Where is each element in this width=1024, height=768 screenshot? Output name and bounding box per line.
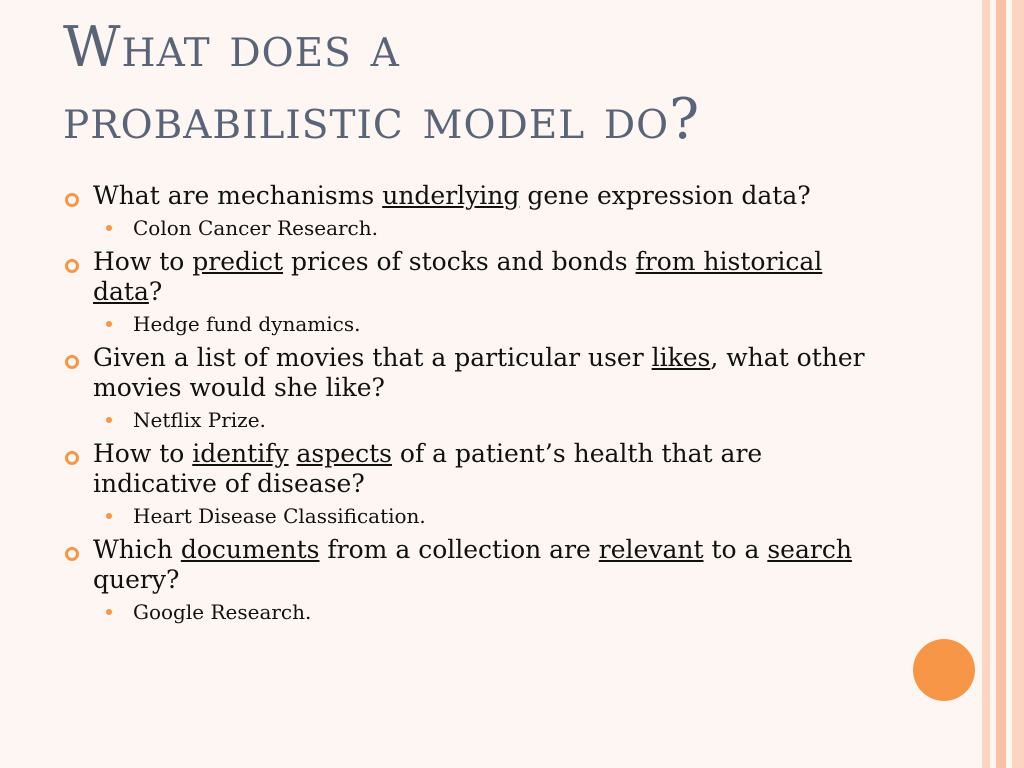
underlined-term: likes: [651, 343, 711, 372]
bullet-ring-icon: [65, 193, 79, 207]
sub-bullet-dot-icon: [106, 609, 112, 615]
underlined-term: relevant: [598, 535, 704, 564]
list-item: [60, 439, 880, 529]
bullet-list: [60, 181, 880, 631]
sub-bullet: [60, 503, 880, 529]
stripe-1: [982, 0, 990, 768]
list-item: [60, 343, 880, 433]
bullet-ring-icon: [65, 355, 79, 369]
decorative-stripes: [978, 0, 1024, 768]
sub-bullet: [60, 215, 880, 241]
title-line-2: probabilistic model do?: [63, 87, 701, 152]
text-run: of a patient’s health that are indicative of disease?: [93, 439, 763, 498]
bullet-text: [93, 343, 880, 403]
sub-bullet-text: Hedge fund dynamics.: [133, 312, 361, 336]
bullet-ring-icon: [65, 547, 79, 561]
bullet-ring-icon: [65, 259, 79, 273]
bullet-ring-icon: [65, 451, 79, 465]
sub-bullet-text: Heart Disease Classification.: [133, 504, 426, 528]
sub-bullet: [60, 311, 880, 337]
text-run: query?: [93, 565, 180, 594]
text-run: to a: [703, 535, 768, 564]
text-run: How to: [93, 247, 193, 276]
list-item: [60, 181, 880, 241]
underlined-term: search: [767, 535, 852, 564]
text-run: How to: [93, 439, 193, 468]
sub-bullet-text: Colon Cancer Research.: [133, 216, 378, 240]
title-line-1: What does a: [63, 15, 400, 80]
list-item: [60, 247, 880, 337]
stripe-3: [1012, 0, 1024, 768]
text-run: prices of stocks and bonds: [283, 247, 636, 276]
sub-bullet: [60, 407, 880, 433]
text-run: Given a list of movies that a particular user: [93, 343, 652, 372]
list-item: [60, 535, 880, 625]
underlined-term: from historical data: [93, 247, 823, 306]
decorative-orange-circle: [913, 639, 975, 701]
sub-bullet-dot-icon: [106, 225, 112, 231]
stripe-2: [996, 0, 1006, 768]
sub-bullet-dot-icon: [106, 321, 112, 327]
text-run: [289, 439, 297, 468]
sub-bullet-dot-icon: [106, 417, 112, 423]
underlined-term: documents: [180, 535, 320, 564]
bullet-text: [93, 439, 880, 499]
text-run: ?: [148, 277, 163, 306]
bullet-text: [93, 181, 880, 211]
sub-bullet-text: Netflix Prize.: [133, 408, 266, 432]
text-run: gene expression data?: [519, 181, 811, 210]
text-run: Which: [93, 535, 181, 564]
bullet-text: [93, 535, 880, 595]
sub-bullet: [60, 599, 880, 625]
text-run: , what other movies would she like?: [93, 343, 865, 402]
text-run: from a collection are: [319, 535, 599, 564]
underlined-term: aspects: [296, 439, 392, 468]
bullet-text: [93, 247, 880, 307]
sub-bullet-dot-icon: [106, 513, 112, 519]
underlined-term: underlying: [382, 181, 520, 210]
underlined-term: predict: [192, 247, 284, 276]
text-run: What are mechanisms: [93, 181, 383, 210]
underlined-term: identify: [192, 439, 289, 468]
sub-bullet-text: Google Research.: [133, 600, 312, 624]
slide-title: [63, 12, 943, 156]
